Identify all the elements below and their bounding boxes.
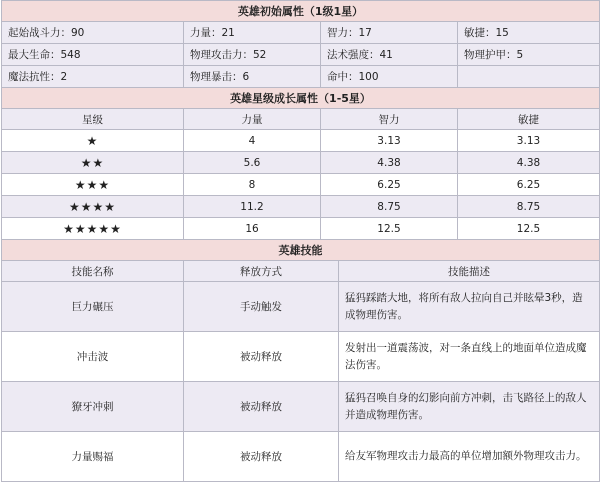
base-cell: 物理暴击：6 (184, 66, 321, 88)
base-section-title: 英雄初始属性（1级1星） (2, 1, 600, 22)
skill-section-title: 英雄技能 (2, 240, 600, 261)
growth-intellect-value: 12.5 (321, 218, 458, 240)
base-cell (458, 66, 600, 88)
skill-name: 冲击波 (2, 332, 184, 382)
star-rating: ★★★★★ (2, 218, 184, 240)
growth-intellect-value: 6.25 (321, 174, 458, 196)
growth-agility-value: 4.38 (458, 152, 600, 174)
base-row (2, 66, 600, 88)
growth-header-strength: 力量 (184, 109, 321, 130)
hero-attribute-page (1, 0, 599, 482)
growth-intellect-value: 8.75 (321, 196, 458, 218)
growth-strength-value: 4 (184, 130, 321, 152)
growth-intellect-value: 3.13 (321, 130, 458, 152)
base-row (2, 22, 600, 44)
skill-column-headers (2, 261, 600, 282)
skill-name: 獠牙冲刺 (2, 382, 184, 432)
skill-name: 力量赐福 (2, 432, 184, 482)
skill-row (2, 382, 600, 432)
skill-row (2, 432, 600, 482)
base-row (2, 44, 600, 66)
growth-agility-value: 8.75 (458, 196, 600, 218)
hero-attribute-table (1, 0, 600, 240)
base-cell: 起始战斗力：90 (2, 22, 184, 44)
base-cell: 魔法抗性：2 (2, 66, 184, 88)
growth-row (2, 196, 600, 218)
base-section-header (2, 1, 600, 22)
star-rating: ★★★ (2, 174, 184, 196)
skill-description: 猛犸踩踏大地，将所有敌人拉向自己并眩晕3秒，造成物理伤害。 (339, 282, 600, 332)
base-cell: 命中：100 (321, 66, 458, 88)
growth-header-star: 星级 (2, 109, 184, 130)
skill-description: 猛犸召唤自身的幻影向前方冲刺，击飞路径上的敌人并造成物理伤害。 (339, 382, 600, 432)
base-cell: 法术强度：41 (321, 44, 458, 66)
skill-name: 巨力碾压 (2, 282, 184, 332)
base-cell: 物理攻击力：52 (184, 44, 321, 66)
growth-row (2, 218, 600, 240)
growth-agility-value: 6.25 (458, 174, 600, 196)
base-cell: 物理护甲：5 (458, 44, 600, 66)
growth-strength-value: 8 (184, 174, 321, 196)
base-cell: 最大生命：548 (2, 44, 184, 66)
skill-cast-type: 被动释放 (184, 332, 339, 382)
growth-agility-value: 3.13 (458, 130, 600, 152)
growth-intellect-value: 4.38 (321, 152, 458, 174)
base-cell: 力量：21 (184, 22, 321, 44)
star-rating: ★★ (2, 152, 184, 174)
skill-header-name: 技能名称 (2, 261, 184, 282)
skill-cast-type: 手动触发 (184, 282, 339, 332)
skill-description: 给友军物理攻击力最高的单位增加额外物理攻击力。 (339, 432, 600, 482)
growth-column-headers (2, 109, 600, 130)
skill-section-header (2, 240, 600, 261)
growth-strength-value: 11.2 (184, 196, 321, 218)
growth-strength-value: 5.6 (184, 152, 321, 174)
growth-row (2, 152, 600, 174)
skill-cast-type: 被动释放 (184, 432, 339, 482)
growth-agility-value: 12.5 (458, 218, 600, 240)
skill-description: 发射出一道震荡波，对一条直线上的地面单位造成魔法伤害。 (339, 332, 600, 382)
hero-skill-table (1, 239, 600, 482)
skill-row (2, 332, 600, 382)
base-cell: 智力：17 (321, 22, 458, 44)
growth-header-agility: 敏捷 (458, 109, 600, 130)
star-rating: ★ (2, 130, 184, 152)
growth-section-title: 英雄星级成长属性（1-5星） (2, 88, 600, 109)
growth-header-intellect: 智力 (321, 109, 458, 130)
growth-section-header (2, 88, 600, 109)
growth-strength-value: 16 (184, 218, 321, 240)
growth-row (2, 130, 600, 152)
star-rating: ★★★★ (2, 196, 184, 218)
skill-header-desc: 技能描述 (339, 261, 600, 282)
skill-cast-type: 被动释放 (184, 382, 339, 432)
skill-row (2, 282, 600, 332)
growth-row (2, 174, 600, 196)
base-cell: 敏捷：15 (458, 22, 600, 44)
skill-header-cast: 释放方式 (184, 261, 339, 282)
